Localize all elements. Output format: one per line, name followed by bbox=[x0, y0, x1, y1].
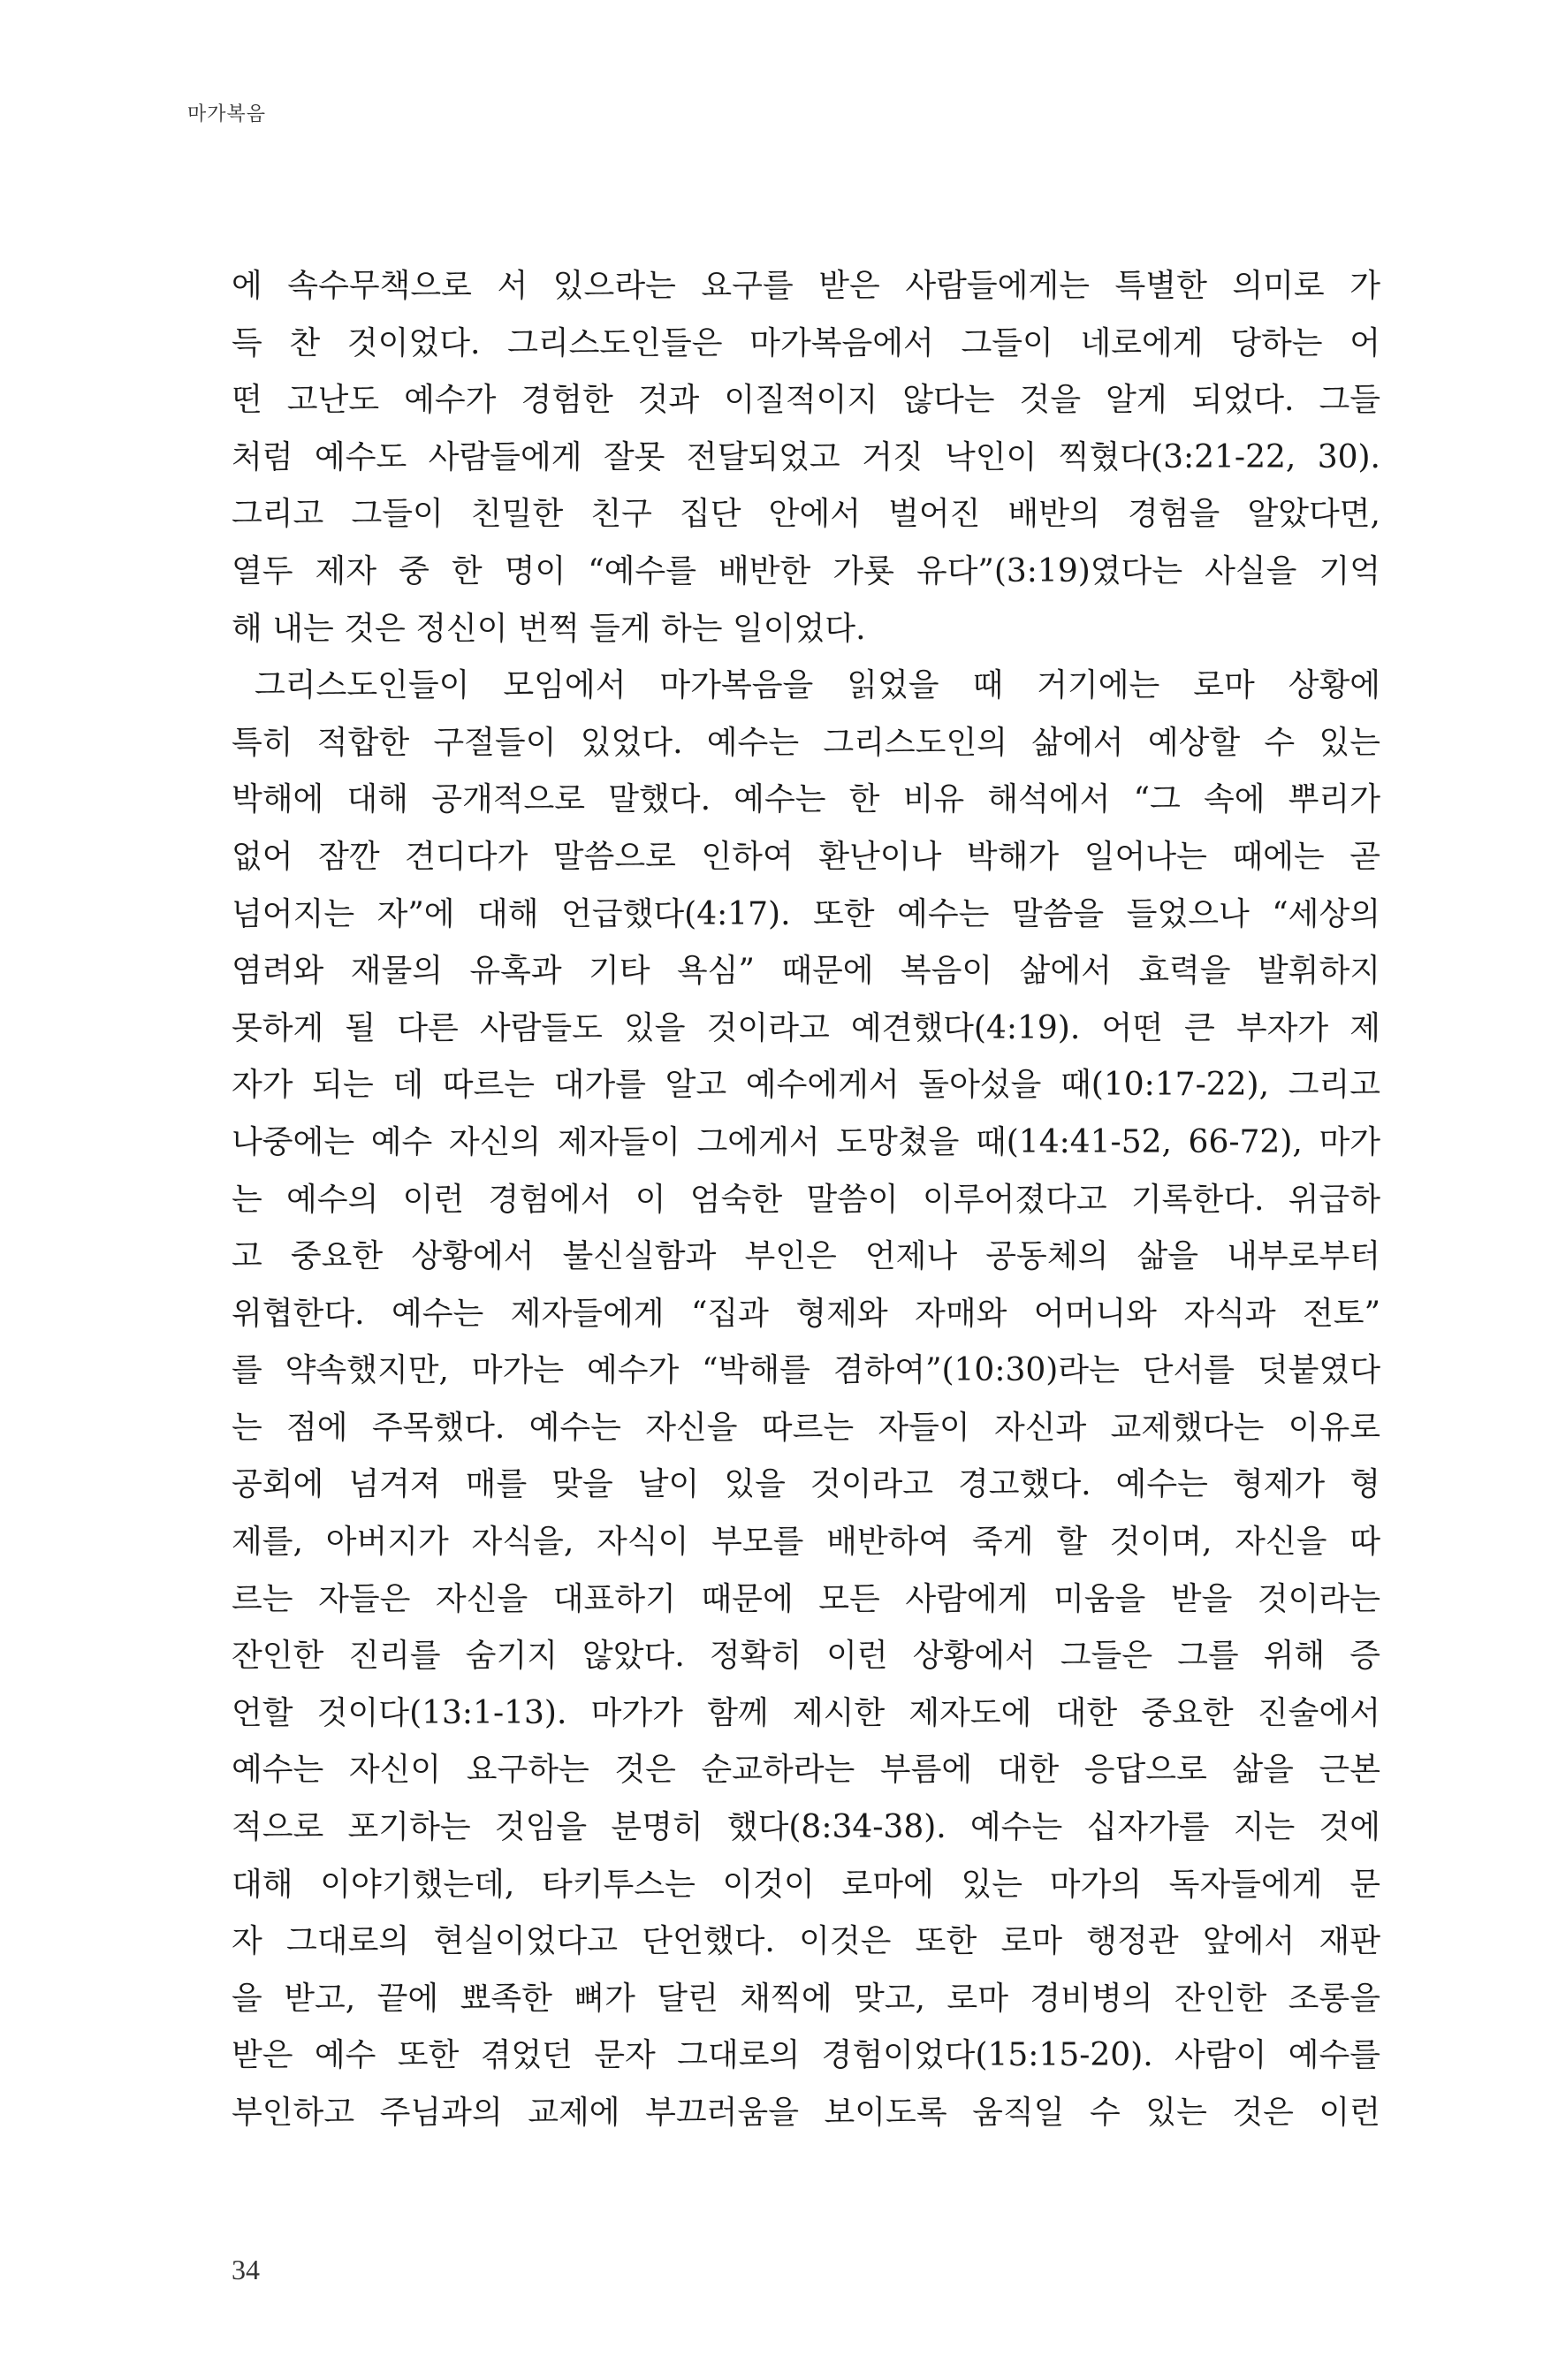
running-head: 마가복음 bbox=[187, 103, 267, 125]
text-line: 그리고 그들이 친밀한 친구 집단 안에서 벌어진 배반의 경험을 알았다면, bbox=[232, 496, 1380, 533]
text-line: 잔인한 진리를 숨기지 않았다. 정확히 이런 상황에서 그들은 그를 위해 증 bbox=[232, 1638, 1380, 1675]
text-line: 자 그대로의 현실이었다고 단언했다. 이것은 또한 로마 행정관 앞에서 재판 bbox=[232, 1923, 1380, 1960]
text-line: 르는 자들은 자신을 대표하기 때문에 모든 사람에게 미움을 받을 것이라는 bbox=[232, 1580, 1380, 1617]
text-line: 나중에는 예수 자신의 제자들이 그에게서 도망쳤을 때(14:41-52, 66-72), 마가 bbox=[232, 1123, 1380, 1160]
text-line: 위협한다. 예수는 제자들에게 “집과 형제와 자매와 어머니와 자식과 전토” bbox=[232, 1295, 1380, 1332]
text-line: 해 내는 것은 정신이 번쩍 들게 하는 일이었다. bbox=[232, 610, 866, 647]
text-line: 자가 되는 데 따르는 대가를 알고 예수에게서 돌아섰을 때(10:17-22), 그리고 bbox=[232, 1067, 1380, 1104]
body-text bbox=[232, 258, 1380, 2142]
text-line: 특히 적합한 구절들이 있었다. 예수는 그리스도인의 삶에서 예상할 수 있는 bbox=[232, 724, 1380, 761]
text-line: 부인하고 주님과의 교제에 부끄러움을 보이도록 움직일 수 있는 것은 이런 bbox=[232, 2095, 1380, 2131]
text-line: 언할 것이다(13:1-13). 마가가 함께 제시한 제자도에 대한 중요한 진술에서 bbox=[232, 1694, 1380, 1731]
text-line: 대해 이야기했는데, 타키투스는 이것이 로마에 있는 마가의 독자들에게 문 bbox=[232, 1866, 1380, 1903]
text-line: 는 예수의 이런 경험에서 이 엄숙한 말씀이 이루어졌다고 기록한다. 위급하 bbox=[232, 1181, 1380, 1218]
text-line: 박해에 대해 공개적으로 말했다. 예수는 한 비유 해석에서 “그 속에 뿌리가 bbox=[232, 781, 1380, 818]
text-line: 없어 잠깐 견디다가 말씀으로 인하여 환난이나 박해가 일어나는 때에는 곧 bbox=[232, 838, 1380, 875]
text-line: 처럼 예수도 사람들에게 잘못 전달되었고 거짓 낙인이 찍혔다(3:21-22, 30). bbox=[232, 438, 1380, 475]
page-number: 34 bbox=[232, 2254, 260, 2285]
text-line: 열두 제자 중 한 명이 “예수를 배반한 가룟 유다”(3:19)였다는 사실을 기억 bbox=[232, 552, 1380, 589]
text-line: 못하게 될 다른 사람들도 있을 것이라고 예견했다(4:19). 어떤 큰 부자가 제 bbox=[232, 1009, 1380, 1046]
text-line: 에 속수무책으로 서 있으라는 요구를 받은 사람들에게는 특별한 의미로 가 bbox=[232, 268, 1380, 304]
text-line: 그리스도인들이 모임에서 마가복음을 읽었을 때 거기에는 로마 상황에 bbox=[255, 667, 1380, 704]
text-line: 고 중요한 상황에서 불신실함과 부인은 언제나 공동체의 삶을 내부로부터 bbox=[232, 1238, 1380, 1275]
text-line: 를 약속했지만, 마가는 예수가 “박해를 겸하여”(10:30)라는 단서를 덧붙였다 bbox=[232, 1352, 1380, 1389]
text-line: 받은 예수 또한 겪었던 문자 그대로의 경험이었다(15:15-20). 사람이 예수를 bbox=[232, 2037, 1380, 2074]
text-line: 을 받고, 끝에 뾰족한 뼈가 달린 채찍에 맞고, 로마 경비병의 잔인한 조롱을 bbox=[232, 1980, 1380, 2017]
text-line: 염려와 재물의 유혹과 기타 욕심” 때문에 복음이 삶에서 효력을 발휘하지 bbox=[232, 953, 1380, 990]
text-line: 는 점에 주목했다. 예수는 자신을 따르는 자들이 자신과 교제했다는 이유로 bbox=[232, 1409, 1380, 1446]
text-line: 떤 고난도 예수가 경험한 것과 이질적이지 않다는 것을 알게 되었다. 그들 bbox=[232, 382, 1380, 419]
text-line: 공회에 넘겨져 매를 맞을 날이 있을 것이라고 경고했다. 예수는 형제가 형 bbox=[232, 1466, 1380, 1503]
text-line: 넘어지는 자”에 대해 언급했다(4:17). 또한 예수는 말씀을 들었으나 “세상의 bbox=[232, 895, 1380, 932]
text-line: 제를, 아버지가 자식을, 자식이 부모를 배반하여 죽게 할 것이며, 자신을 따 bbox=[232, 1524, 1380, 1561]
text-line: 적으로 포기하는 것임을 분명히 했다(8:34-38). 예수는 십자가를 지는 것에 bbox=[232, 1809, 1380, 1846]
text-line: 득 찬 것이었다. 그리스도인들은 마가복음에서 그들이 네로에게 당하는 어 bbox=[232, 324, 1380, 361]
text-line: 예수는 자신이 요구하는 것은 순교하라는 부름에 대한 응답으로 삶을 근본 bbox=[232, 1752, 1380, 1789]
